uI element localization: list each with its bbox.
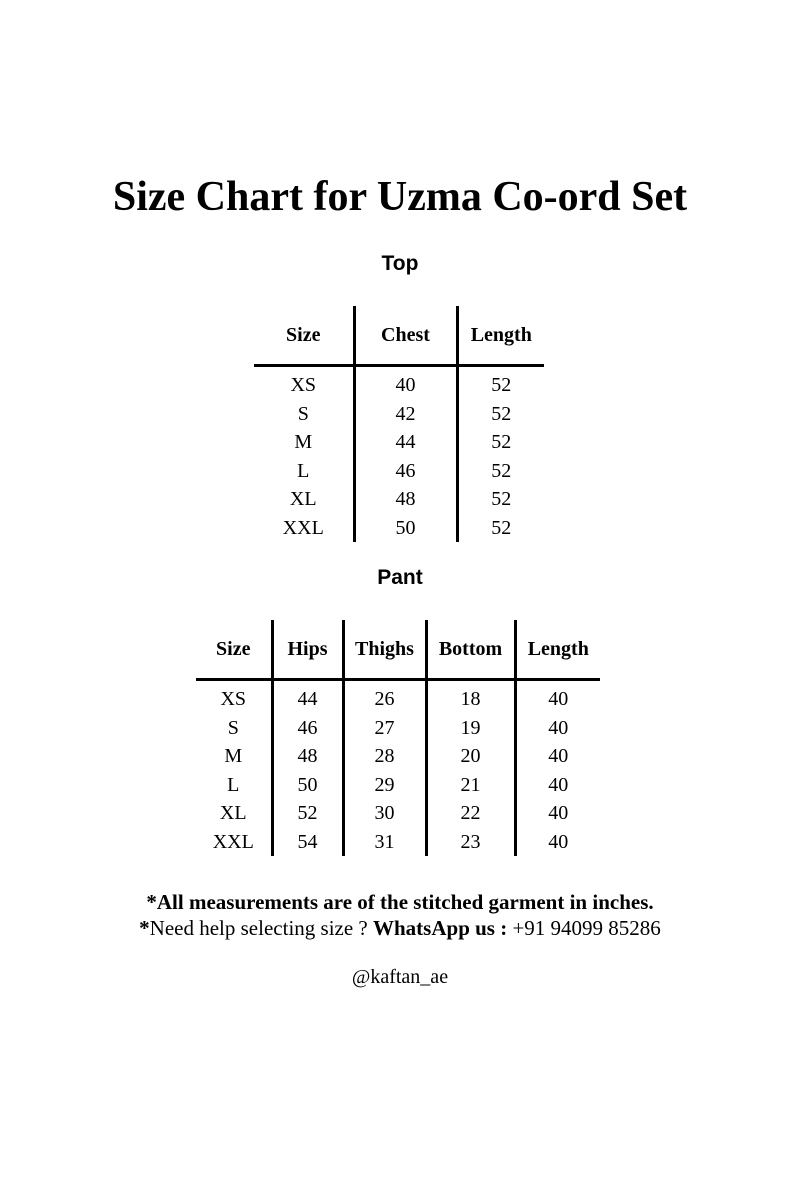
measurement-note: *All measurements are of the stitched garment in inches. xyxy=(146,890,654,914)
table-cell: 54 xyxy=(272,828,343,857)
table-cell: S xyxy=(227,716,239,739)
table-cell: 52 xyxy=(457,514,544,543)
table-cell: M xyxy=(294,431,313,453)
table-cell: 40 xyxy=(354,366,457,400)
whatsapp-label: WhatsApp us : xyxy=(373,916,513,940)
table-cell: 52 xyxy=(457,400,544,429)
table-cell: L xyxy=(297,459,310,482)
table-cell: XXL xyxy=(282,516,324,539)
table-row xyxy=(196,771,600,800)
table-cell: 52 xyxy=(457,485,544,514)
whatsapp-phone: +91 94099 85286 xyxy=(512,916,661,940)
table-row xyxy=(254,428,544,457)
table-header-row xyxy=(254,306,544,366)
column-header: Chest xyxy=(354,306,457,366)
column-header: Length xyxy=(457,306,544,366)
table-row xyxy=(196,742,600,771)
table-cell: 18 xyxy=(426,680,515,714)
table-cell: XS xyxy=(220,688,247,710)
table-cell: XL xyxy=(289,488,317,510)
table-cell: 52 xyxy=(457,366,544,400)
column-header: Size xyxy=(254,306,354,366)
table-cell: 52 xyxy=(457,457,544,486)
table-cell: XXL xyxy=(212,830,254,853)
table-row xyxy=(254,485,544,514)
column-header: Length xyxy=(515,620,600,680)
table-row xyxy=(196,828,600,857)
top-section-label: Top xyxy=(381,252,419,275)
table-cell: 46 xyxy=(272,714,343,743)
table-cell: 40 xyxy=(515,771,600,800)
table-cell: 29 xyxy=(343,771,426,800)
page-title: Size Chart for Uzma Co-ord Set xyxy=(112,174,688,220)
table-row xyxy=(254,514,544,543)
table-cell: M xyxy=(224,745,243,767)
table-cell: 44 xyxy=(354,428,457,457)
table-cell: 21 xyxy=(426,771,515,800)
table-cell: 50 xyxy=(272,771,343,800)
table-row xyxy=(196,714,600,743)
table-cell: 20 xyxy=(426,742,515,771)
column-header: Size xyxy=(196,620,272,680)
table-row xyxy=(254,400,544,429)
table-cell: S xyxy=(297,402,309,425)
help-text: Need help selecting size ? xyxy=(149,916,373,940)
pant-section-label: Pant xyxy=(377,566,423,589)
table-cell: 52 xyxy=(272,799,343,828)
help-asterisk: * xyxy=(139,916,150,940)
table-cell: 22 xyxy=(426,799,515,828)
table-row xyxy=(196,799,600,828)
table-cell: 48 xyxy=(354,485,457,514)
table-cell: 40 xyxy=(515,828,600,857)
top-size-table xyxy=(254,306,544,542)
table-row xyxy=(254,457,544,486)
table-row xyxy=(254,366,544,400)
table-cell: 42 xyxy=(354,400,457,429)
table-cell: 40 xyxy=(515,742,600,771)
column-header: Thighs xyxy=(343,620,426,680)
table-cell: L xyxy=(227,773,240,796)
table-row xyxy=(196,680,600,714)
table-cell: XS xyxy=(290,374,317,396)
table-cell: 28 xyxy=(343,742,426,771)
table-cell: 19 xyxy=(426,714,515,743)
pant-size-table xyxy=(196,620,600,856)
social-handle: @kaftan_ae xyxy=(351,966,449,988)
table-cell: 27 xyxy=(343,714,426,743)
table-cell: 26 xyxy=(343,680,426,714)
table-cell: 46 xyxy=(354,457,457,486)
help-note xyxy=(0,915,800,941)
table-cell: 40 xyxy=(515,680,600,714)
column-header: Bottom xyxy=(426,620,515,680)
table-cell: 31 xyxy=(343,828,426,857)
table-cell: 40 xyxy=(515,714,600,743)
table-header-row xyxy=(196,620,600,680)
table-cell: 50 xyxy=(354,514,457,543)
table-cell: XL xyxy=(219,802,247,824)
table-cell: 40 xyxy=(515,799,600,828)
table-cell: 48 xyxy=(272,742,343,771)
table-cell: 23 xyxy=(426,828,515,857)
table-cell: 44 xyxy=(272,680,343,714)
table-cell: 30 xyxy=(343,799,426,828)
table-cell: 52 xyxy=(457,428,544,457)
column-header: Hips xyxy=(272,620,343,680)
